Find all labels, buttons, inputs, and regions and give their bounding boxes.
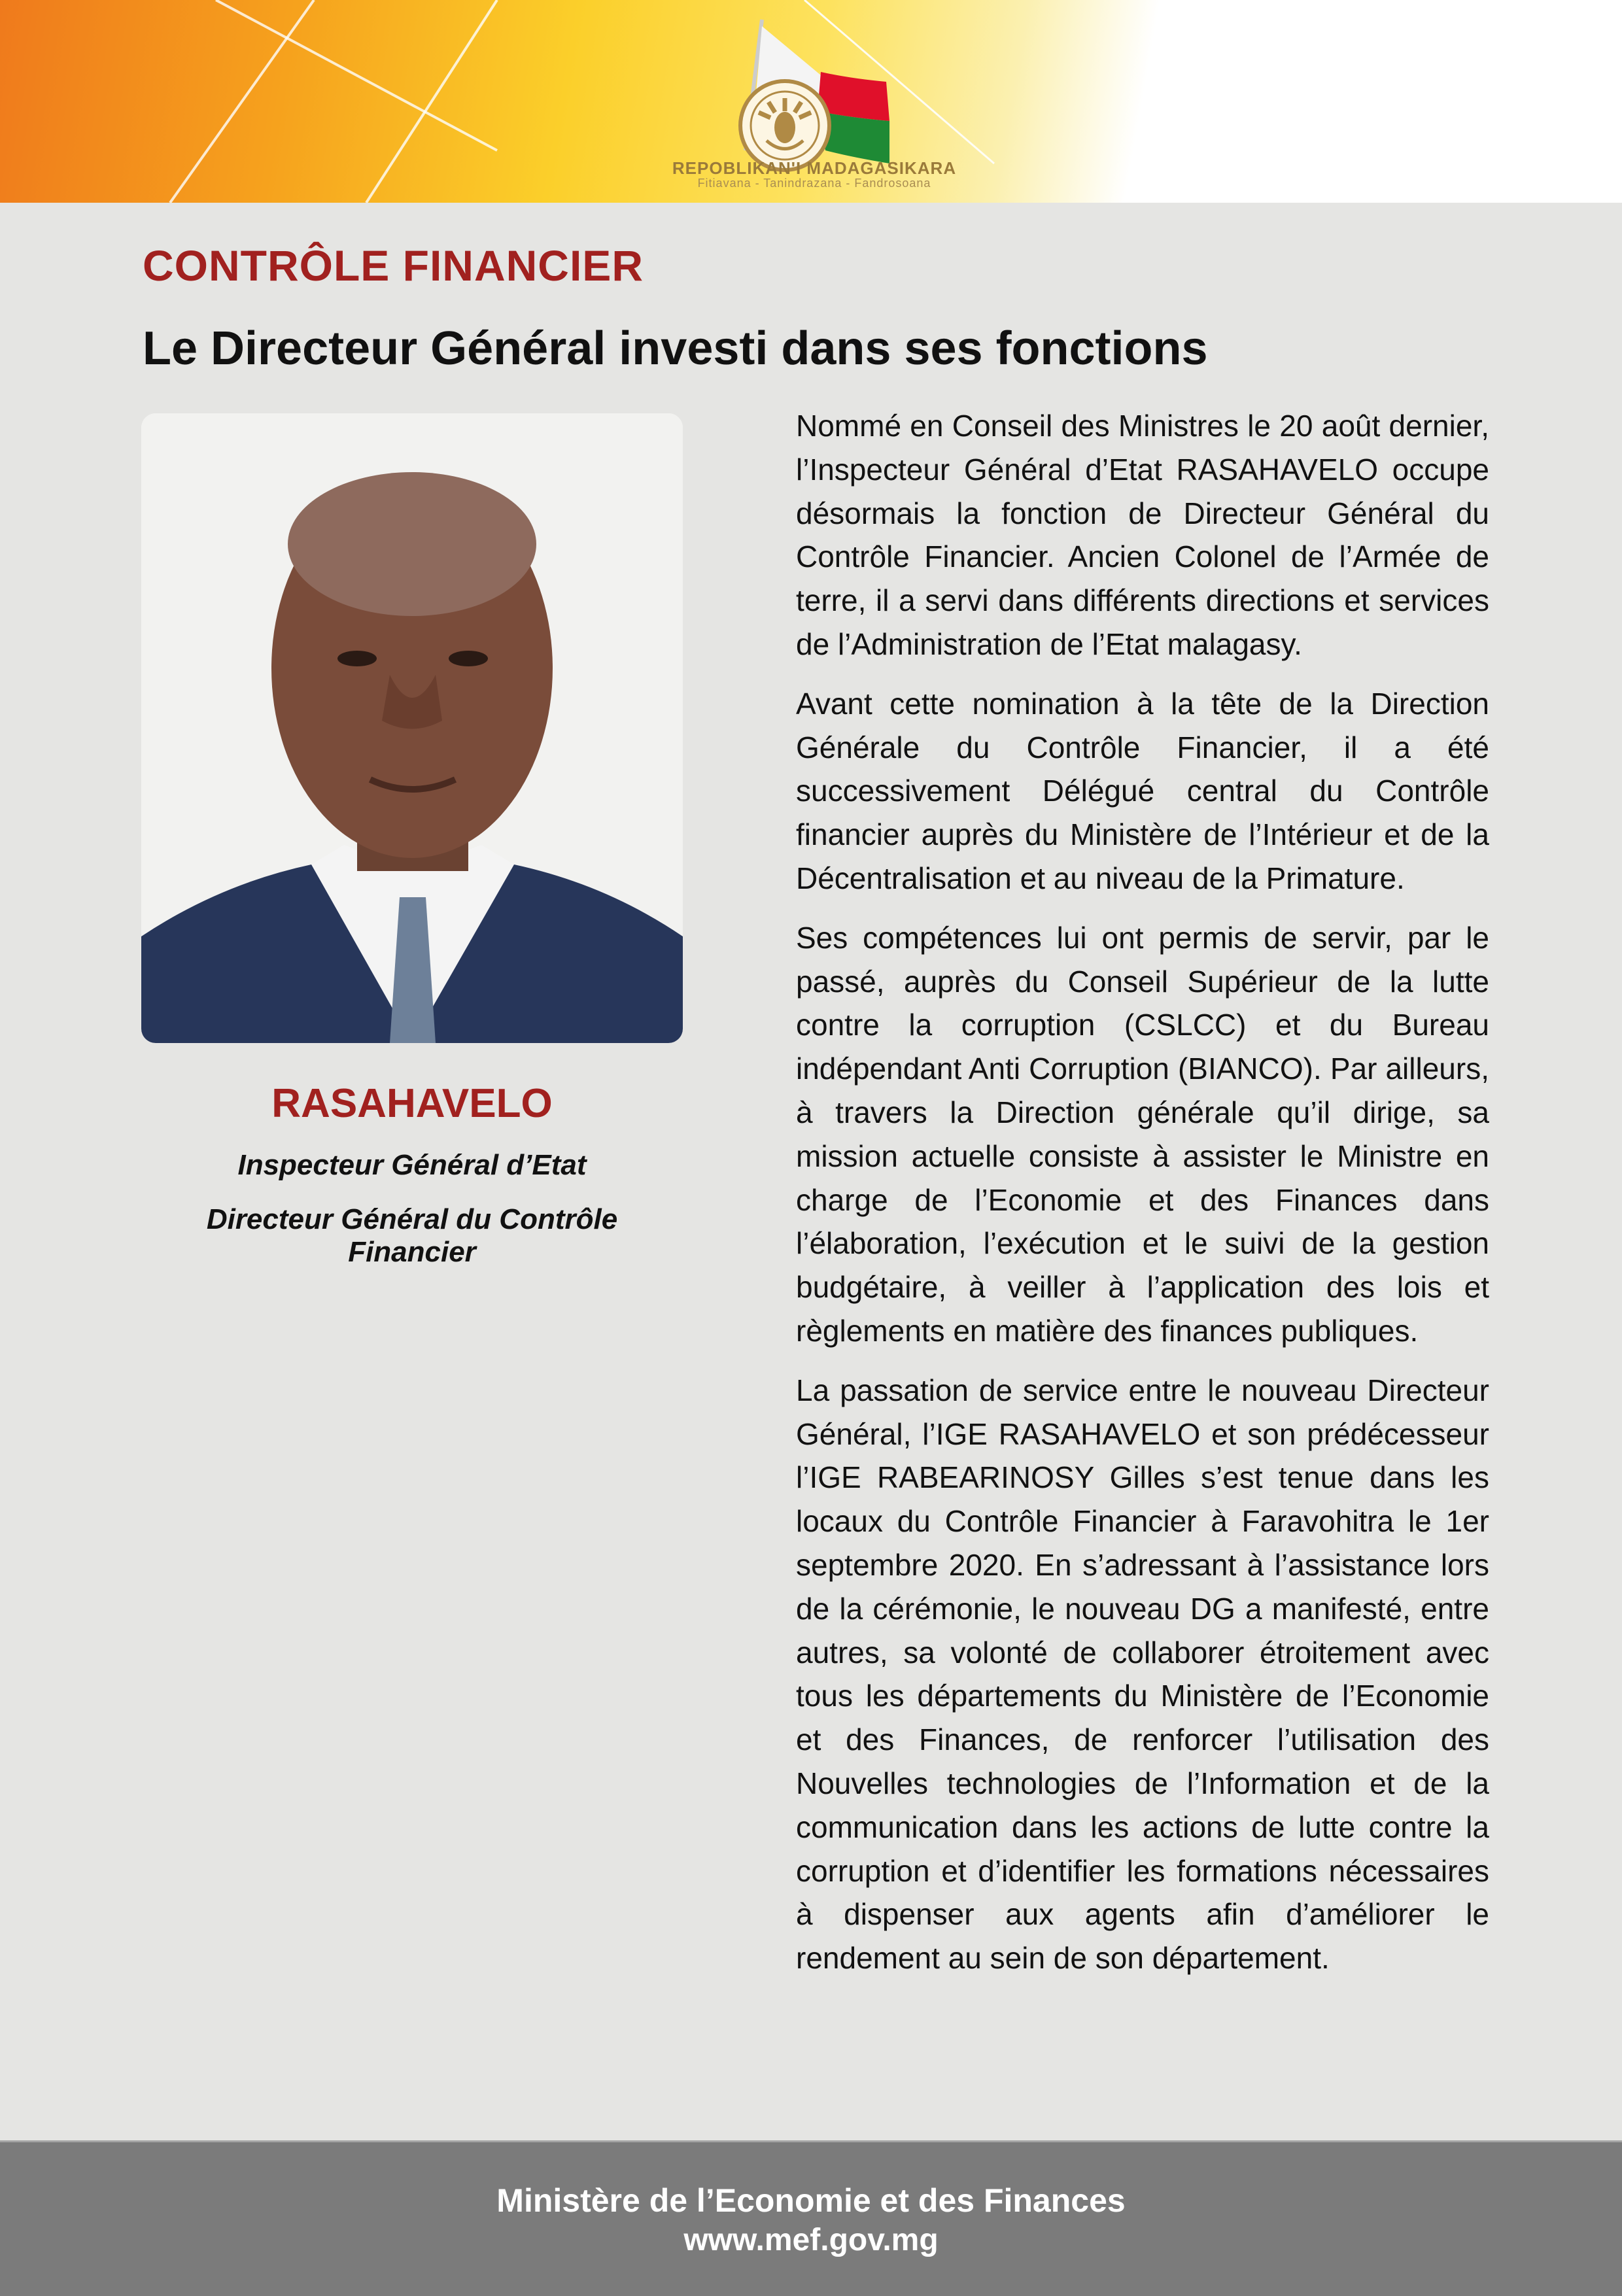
section-title: CONTRÔLE FINANCIER	[143, 241, 644, 290]
person-role-2: Directeur Général du Contrôle Financier	[206, 1203, 618, 1268]
footer	[0, 2140, 1622, 2296]
logo-text-republic: REPOBLIKAN'I MADAGASIKARA	[672, 158, 957, 178]
portrait-photo	[141, 413, 683, 1043]
footer-website[interactable]: www.mef.gov.mg	[683, 2223, 939, 2257]
paragraph: Avant cette nomination à la tête de la Direction Générale du Contrôle Financier, il a été successivement Délégué central du Contrôle financier auprès du Ministère de l’Intérieur et de la Décentralisation et au niveau de la Primature.	[796, 686, 1489, 895]
header-banner	[0, 0, 1622, 203]
paragraph: La passation de service entre le nouveau Directeur Général, l’IGE RASAHAVELO et son prédécesseur l’IGE RABEARINOSY Gilles s’est tenue dans les locaux du Contrôle Financier à Faravohitra le 1er septembre 2020. En s’adressant à l’assistance lors de la cérémonie, le nouveau DG a manifesté, entre autres, sa volonté de collaborer étroitement avec tous les départements du Ministère de l’Economie et des Finances, de renforcer l’utilisation des Nouvelles technologies de l’Information et de la communication dans les actions de lutte contre la corruption et d’identifier les formations nécessaires à dispenser aux agents afin d’améliorer le rendement au sein de son département.	[796, 1373, 1489, 1976]
paragraph: Nommé en Conseil des Ministres le 20 août dernier, l’Inspecteur Général d’Etat RASAHAVELO occupe désormais la fonction de Directeur Général du Contrôle Financier. Ancien Colonel de l’Armée de terre, il a servi dans différents directions et services de l’Administration de l’Etat malagasy.	[796, 409, 1489, 661]
logo-text-motto: Fitiavana - Tanindrazana - Fandrosoana	[697, 177, 931, 190]
person-role-1: Inspecteur Général d’Etat	[237, 1149, 587, 1181]
article-body	[796, 404, 1489, 1996]
paragraph: Ses compétences lui ont permis de servir, par le passé, auprès du Conseil Supérieur de la lutte contre la corruption (CSLCC) et du Bureau indépendant Anti Corruption (BIANCO). Par ailleurs, à travers la Direction générale qu’il dirige, sa mission actuelle consiste à assister le Ministre en charge de l’Economie et des Finances dans l’élaboration, l’exécution et le suivi de la gestion budgétaire, à veiller à l’application des lois et règlements en matière des finances publiques.	[796, 920, 1489, 1348]
article-headline: Le Directeur Général investi dans ses fonctions	[143, 322, 1208, 375]
person-name: RASAHAVELO	[271, 1081, 553, 1126]
footer-ministry: Ministère de l’Economie et des Finances	[496, 2182, 1126, 2219]
